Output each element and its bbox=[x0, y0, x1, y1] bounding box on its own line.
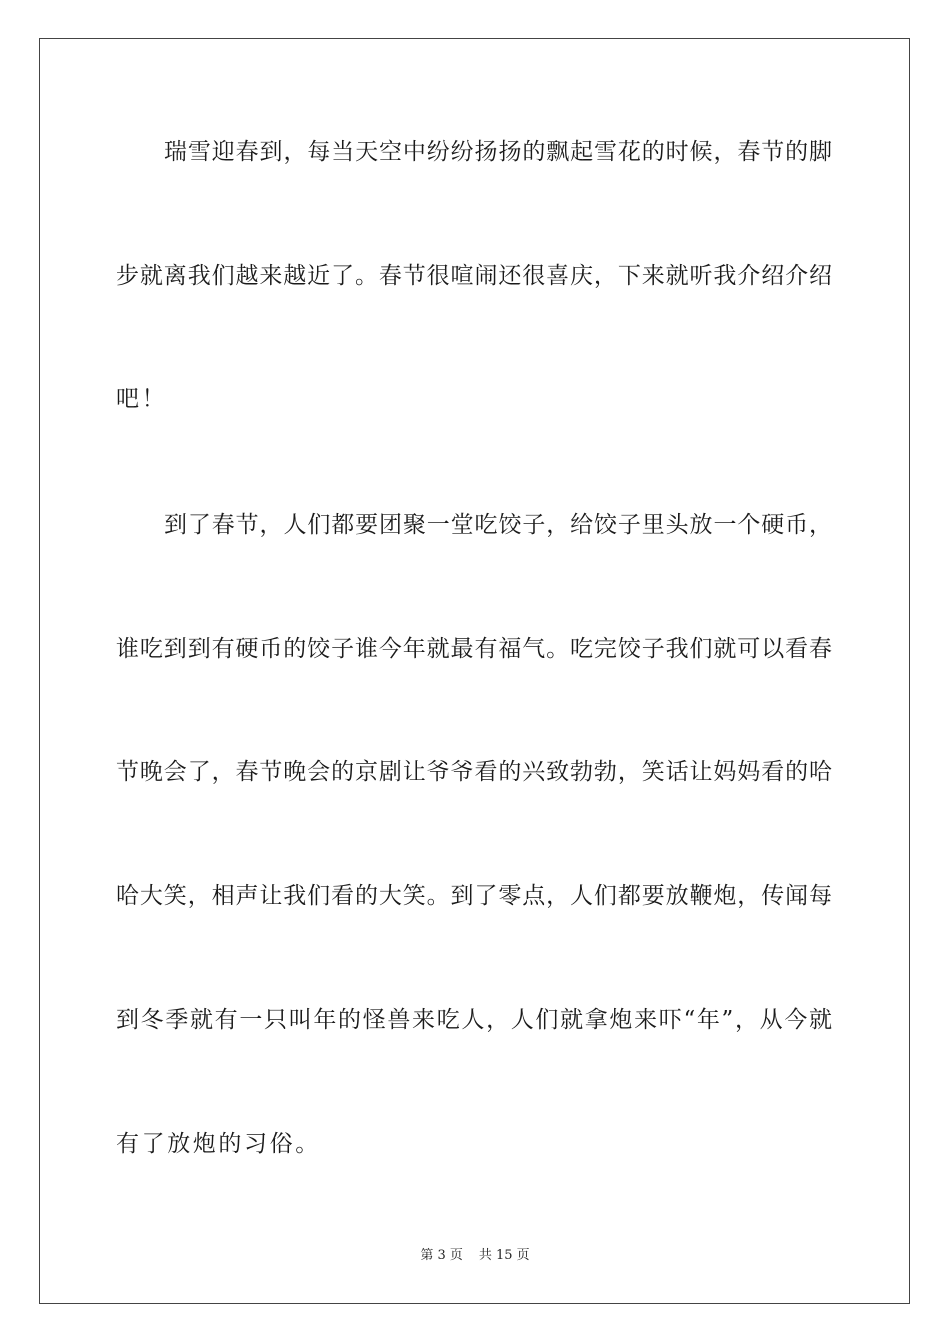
paragraph-2-line-4: 哈大笑，相声让我们看的大笑。到了零点，人们都要放鞭炮，传闻每 bbox=[116, 883, 832, 909]
paragraph-2-line-3: 节晚会了，春节晚会的京剧让爷爷看的兴致勃勃，笑话让妈妈看的哈 bbox=[116, 759, 832, 785]
page-total: 共 15 页 bbox=[478, 1248, 530, 1263]
paragraph-2-line-2: 谁吃到到有硬币的饺子谁今年就最有福气。吃完饺子我们就可以看春 bbox=[116, 636, 832, 662]
paragraph-1-line-3: 吧！ bbox=[116, 386, 168, 412]
page-footer bbox=[0, 1247, 950, 1265]
paragraph-2-line-1: 到了春节，人们都要团聚一堂吃饺子，给饺子里头放一个硬币， bbox=[164, 512, 832, 538]
paragraph-2-line-6: 有了放炮的习俗。 bbox=[116, 1131, 321, 1157]
paragraph-1-line-1: 瑞雪迎春到，每当天空中纷纷扬扬的飘起雪花的时候，春节的脚 bbox=[164, 139, 832, 165]
paragraph-2-line-5: 到冬季就有一只叫年的怪兽来吃人，人们就拿炮来吓“年”，从今就 bbox=[116, 1007, 832, 1033]
page-frame bbox=[39, 38, 910, 1304]
page-number: 第 3 页 bbox=[420, 1248, 463, 1263]
paragraph-1-line-2: 步就离我们越来越近了。春节很喧闹还很喜庆，下来就听我介绍介绍 bbox=[116, 263, 832, 289]
